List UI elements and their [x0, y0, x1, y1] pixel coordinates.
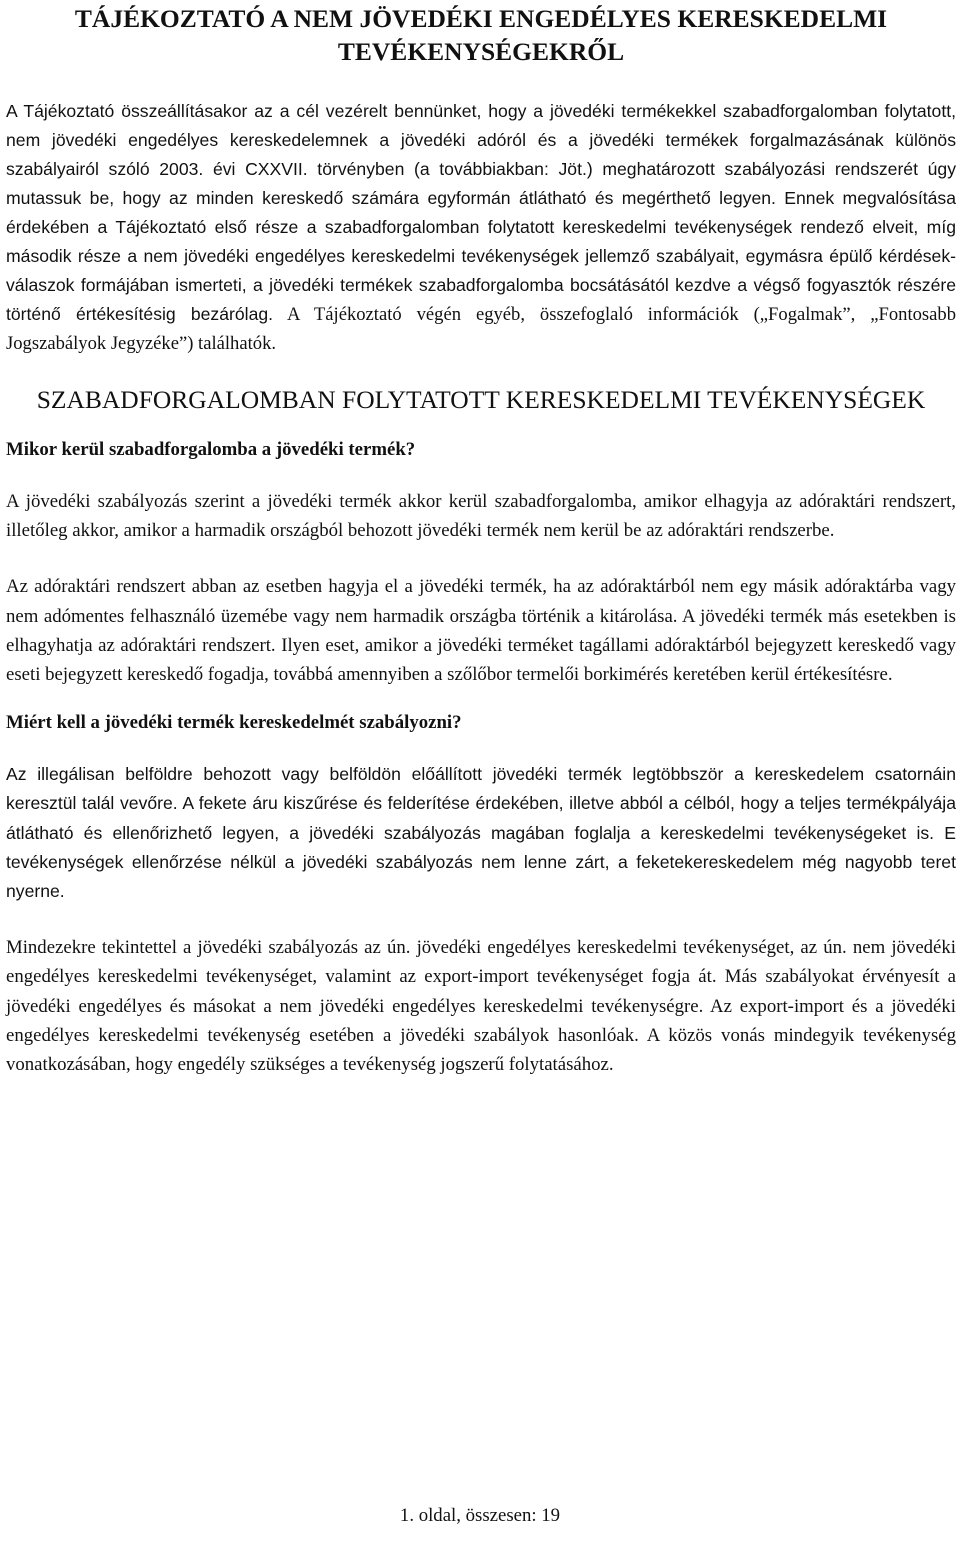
- intro-text: A Tájékoztató összeállításakor az a cél vezérelt bennünket, hogy a jövedéki termékekkel szabadforgalomban folytatott, nem jövedéki engedélyes kereskedelemnek a jövedéki adóról és a jövedéki termékek forgalmazásának különös szabályairól szóló 2003. évi CXXVII. törvényben (a továbbiakban: Jöt.) meghatározott szabályozási rendszerét úgy mutassuk be, hogy az minden kereskedő számára egyformán átlátható és megérthető legyen. Ennek megvalósítása érdekében a Tájékoztató első része a szabadforgalomban folytatott kereskedelmi tevékenységek rendező elveit, míg második része a nem jövedéki engedélyes kereskedelmi tevékenységek jellemző szabályait, egymásra épülő kérdések-válaszok formájában ismerteti, a jövedéki termékek szabadforgalomba bocsátásától kezdve a végső fogyasztók részére történő értékesítésig bezárólag.: [6, 101, 956, 324]
- question-heading-2: Miért kell a jövedéki termék kereskedelmét szabályozni?: [6, 712, 462, 734]
- paragraph-2-2: Mindezekre tekintettel a jövedéki szabályozás az ún. jövedéki engedélyes kereskedelmi tevékenységet, az ún. nem jövedéki engedélyes kereskedelmi tevékenységet, valamint az export-import tevékenységet fogja át. Más szabályokat érvényesít a jövedéki engedélyes és másokat a nem jövedéki engedélyes kereskedelmi tevékenységre. Az export-import és a jövedéki engedélyes kereskedelmi tevékenység esetében a jövedéki szabályok hasonlóak. A közös vonás mindegyik tevékenység vonatkozásában, hogy engedély szükséges a tevékenység jogszerű folytatásához.: [6, 937, 956, 1076]
- paragraph-1-1: A jövedéki szabályozás szerint a jövedéki termék akkor kerül szabadforgalomba, amikor elhagyja az adóraktári rendszert, illetőleg akkor, amikor a harmadik országból behozott jövedéki termék nem kerül be az adóraktári rendszerbe.: [6, 491, 956, 542]
- page-footer: 1. oldal, összesen: 19: [399, 1505, 561, 1526]
- intro-paragraph: [6, 97, 956, 358]
- question-heading-1: Mikor kerül szabadforgalomba a jövedéki termék?: [6, 439, 416, 460]
- paragraph-2-1: Az illegálisan belföldre behozott vagy belföldön előállított jövedéki termék legtöbbször a kereskedelem csatornáin keresztül talál vevőre. A fekete áru kiszűrése és felderítése érdekében, illetve abból a célból, hogy a teljes termékpályája átlátható és ellenőrizhető legyen, a jövedéki szabályozás magában foglalja a kereskedelmi tevékenységeket is. E tevékenységek ellenőrzése nélkül a jövedéki szabályozás nem lenne zárt, a feketekereskedelem még nagyobb teret nyerne.: [6, 764, 956, 902]
- intro-closing-text: A Tájékoztató végén egyéb, összefoglaló információk („Fogalmak”, „Fontosabb Jogszabályok Jegyzéke”) találhatók.: [6, 304, 956, 354]
- document-title: TÁJÉKOZTATÓ A NEM JÖVEDÉKI ENGEDÉLYES KERESKEDELMI TEVÉKENYSÉGEKRŐL: [74, 4, 888, 66]
- paragraph-1-2: Az adóraktári rendszert abban az esetben hagyja el a jövedéki termék, ha az adóraktárból nem egy másik adóraktárba vagy nem adómentes felhasználó üzemébe vagy nem harmadik országba történik a kitárolása. A jövedéki termék más esetekben is elhagyhatja az adóraktári rendszert. Ilyen eset, amikor a jövedéki terméket tagállami adóraktárból bejegyzett kereskedő vagy eseti bejegyzett kereskedő fogadja, továbbá amennyiben a szőlőbor termelői borkimérés keretében kerül értékesítésre.: [6, 576, 956, 686]
- document-page: [6, 0, 956, 1079]
- section-title: SZABADFORGALOMBAN FOLYTATOTT KERESKEDELMI TEVÉKENYSÉGEK: [36, 385, 926, 414]
